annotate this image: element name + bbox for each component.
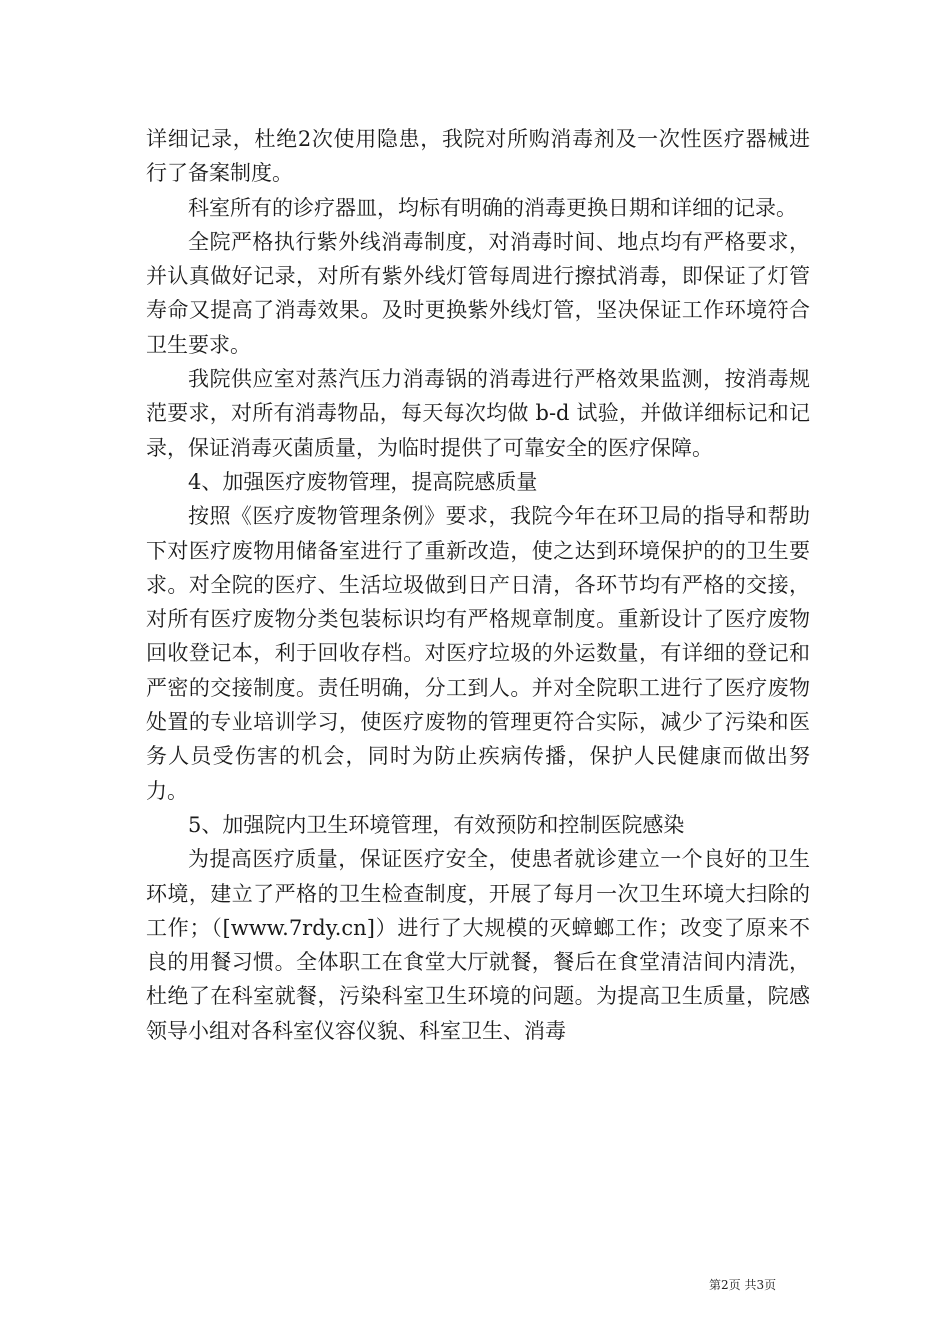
paragraph-continuation: 详细记录，杜绝2次使用隐患，我院对所购消毒剂及一次性医疗器械进行了备案制度。: [146, 127, 810, 186]
section-heading-4: 4、加强医疗废物管理，提高院感质量: [188, 469, 538, 494]
page-number: 第2页 共3页: [709, 1278, 777, 1292]
paragraph-hygiene-environment: 为提高医疗质量，保证医疗安全，使患者就诊建立一个良好的卫生环境，建立了严格的卫生检查制度，开展了每月一次卫生环境大扫除的工作；（[www.7rdy.cn]）进行了大规模的灭蟑螂工作；改变了原来不良的用餐习惯。全体职工在食堂大厅就餐，餐后在食堂清洁间内清洗，杜绝了在科室就餐，污染科室卫生环境的问题。为提高卫生质量，院感领导小组对各科室仪容仪貌、科室卫生、消毒: [146, 847, 810, 1043]
paragraph-instruments: 科室所有的诊疗器皿，均标有明确的消毒更换日期和详细的记录。: [188, 195, 797, 220]
paragraph-ultraviolet: 全院严格执行紫外线消毒制度，对消毒时间、地点均有严格要求，并认真做好记录，对所有紫外线灯管每周进行擦拭消毒，即保证了灯管寿命又提高了消毒效果。及时更换紫外线灯管，坚决保证工作环境符合卫生要求。: [146, 229, 810, 357]
body-text: [146, 122, 810, 1048]
paragraph-medical-waste: 按照《医疗废物管理条例》要求，我院今年在环卫局的指导和帮助下对医疗废物用储备室进行了重新改造，使之达到环境保护的的卫生要求。对全院的医疗、生活垃圾做到日产日清，各环节均有严格的交接，对所有医疗废物分类包装标识均有严格规章制度。重新设计了医疗废物回收登记本，利于回收存档。对医疗垃圾的外运数量，有详细的登记和严密的交接制度。责任明确，分工到人。并对全院职工进行了医疗废物处置的专业培训学习，使医疗废物的管理更符合实际，减少了污染和医务人员受伤害的机会，同时为防止疾病传播，保护人民健康而做出努力。: [146, 504, 810, 803]
paragraph-steam-sterilizer: 我院供应室对蒸汽压力消毒锅的消毒进行严格效果监测，按消毒规范要求，对所有消毒物品，每天每次均做 b-d 试验，并做详细标记和记录，保证消毒灭菌质量，为临时提供了可靠安全的医疗保障。: [146, 367, 810, 460]
section-heading-5: 5、加强院内卫生环境管理，有效预防和控制医院感染: [188, 812, 685, 837]
